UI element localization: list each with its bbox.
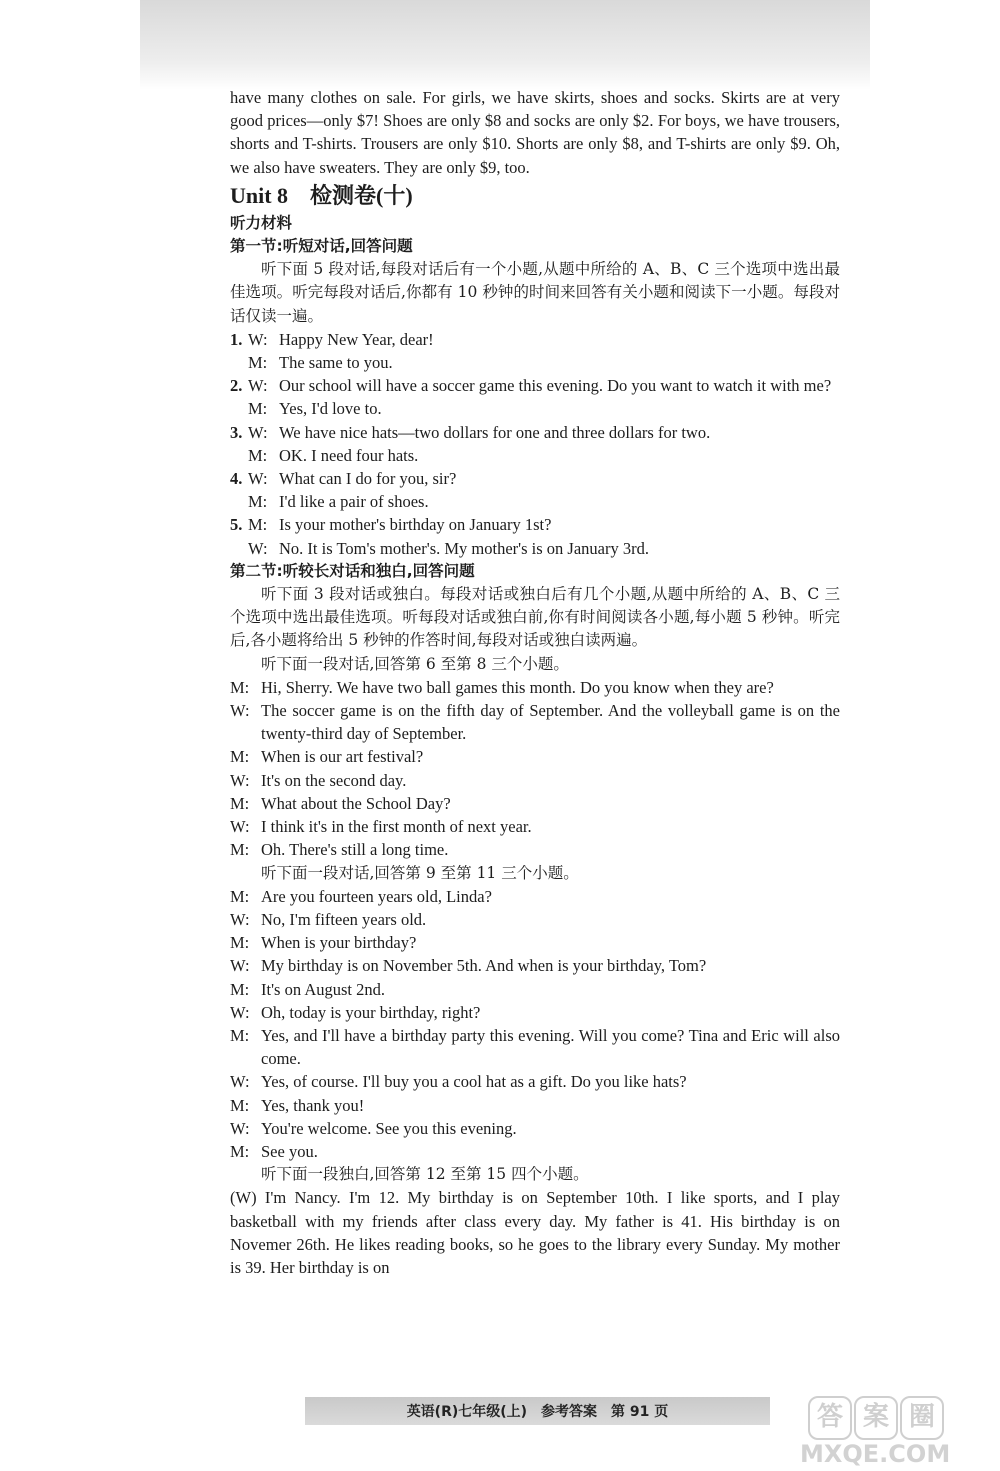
speaker-label: M: [248, 515, 268, 535]
dialogue-line [230, 351, 840, 374]
watermark-char: 答 [808, 1396, 852, 1440]
dialogue-text: Hi, Sherry. We have two ball games this month. Do you know when they are? [261, 677, 774, 697]
speaker-label: M: [248, 353, 268, 373]
dialogue-line [230, 699, 840, 745]
scan-shadow [140, 0, 870, 90]
dialogue-text: It's on August 2nd. [261, 979, 385, 999]
dialogue-line [230, 978, 840, 1001]
intro-paragraph [230, 86, 840, 179]
dialogue-text: Yes, I'd love to. [279, 399, 382, 419]
dialogue-text: My birthday is on November 5th. And when is your birthday, Tom? [261, 956, 707, 976]
speaker-label: W: [248, 376, 268, 396]
dialogue-line [230, 676, 840, 699]
speaker-label: W: [230, 1002, 250, 1022]
watermark-url: MXQE.COM [800, 1440, 951, 1468]
part2-heading: 第二节:听较长对话和独白,回答问题 [230, 561, 475, 580]
dialogue-line [230, 421, 840, 444]
dialogue-line [230, 490, 840, 513]
intro-text: have many clothes on sale. For girls, we have skirts, shoes and socks. Skirts are at very good prices—only $7! Shoes are only $8 and socks are only $2. For boys, we have trousers, shorts and T-shirts. Trousers are only $10. Shorts are only $8, and T-shirts are only $9. Oh, we also have sweaters. They are only $9, too. [230, 88, 840, 177]
dialogue-text: When is our art festival? [261, 747, 424, 767]
speaker-label: M: [230, 747, 250, 767]
dialogue-text: See you. [261, 1141, 318, 1161]
monologue-intro: 听下面一段独白,回答第 12 至第 15 四个小题。 [261, 1165, 589, 1184]
page-content [230, 86, 840, 1279]
part2-instruction: 听下面 3 段对话或独白。每段对话或独白后有几个小题,从题中所给的 A、B、C 三个选项中选出最佳选项。听每段对话或独白前,你有时间阅读各小题,每小题 5 秒钟。听完后,各小题将给出 5 秒钟的作答时间,每段对话或独白读两遍。 [230, 585, 840, 650]
watermark-char: 圈 [900, 1396, 944, 1440]
speaker-label: M: [230, 1095, 250, 1115]
dialogue-text: It's on the second day. [261, 770, 407, 790]
dialogue-text: What about the School Day? [261, 793, 451, 813]
dialogue-text: The soccer game is on the fifth day of September. And the volleyball game is on the twenty-third day of September. [261, 701, 840, 744]
dialogue-line [230, 328, 840, 351]
speaker-label: M: [248, 492, 268, 512]
dialog2-intro: 听下面一段对话,回答第 9 至第 11 三个小题。 [261, 863, 579, 882]
dialog1 [230, 676, 840, 862]
dialogue-line [230, 374, 840, 397]
part1-heading: 第一节:听短对话,回答问题 [230, 237, 413, 256]
dialogue-text: We have nice hats—two dollars for one and three dollars for two. [279, 422, 711, 442]
speaker-label: W: [230, 1118, 250, 1138]
speaker-label: M: [230, 793, 250, 813]
dialogue-line [230, 1117, 840, 1140]
speaker-label: M: [248, 445, 268, 465]
dialogue-line [230, 908, 840, 931]
watermark-char: 案 [854, 1396, 898, 1440]
dialogue-text: What can I do for you, sir? [279, 469, 457, 489]
dialogue-line [230, 931, 840, 954]
dialogue-line [230, 513, 840, 536]
section-label: 听力材料 [230, 213, 293, 232]
dialogue-line [230, 1094, 840, 1117]
dialogue-line [230, 467, 840, 490]
dialogue-text: Happy New Year, dear! [279, 329, 434, 349]
speaker-label: M: [230, 933, 250, 953]
dialogue-text: The same to you. [279, 353, 393, 373]
dialogue-line [230, 537, 840, 560]
speaker-label: W: [230, 817, 250, 837]
dialog2 [230, 885, 840, 1163]
dialogue-text: I'd like a pair of shoes. [279, 492, 429, 512]
speaker-label: M: [230, 1141, 250, 1161]
dialogue-line [230, 745, 840, 768]
dialogue-line [230, 815, 840, 838]
dialogue-text: When is your birthday? [261, 933, 417, 953]
dialogue-text: Oh. There's still a long time. [261, 840, 449, 860]
speaker-label: W: [230, 770, 250, 790]
dialogue-line [230, 792, 840, 815]
dialogue-line [230, 769, 840, 792]
item-number: 3. [230, 422, 243, 442]
dialog1-intro: 听下面一段对话,回答第 6 至第 8 三个小题。 [261, 654, 569, 673]
dialogue-text: Is your mother's birthday on January 1st? [279, 515, 552, 535]
dialogue-text: Our school will have a soccer game this evening. Do you want to watch it with me? [279, 376, 832, 396]
dialogue-text: OK. I need four hats. [279, 445, 419, 465]
unit-title: Unit 8 检测卷(十) [230, 182, 413, 208]
watermark-logo [808, 1398, 983, 1438]
dialogue-line [230, 1070, 840, 1093]
dialogue-line [230, 885, 840, 908]
item-number: 1. [230, 329, 243, 349]
dialogue-line [230, 954, 840, 977]
dialogue-line [230, 444, 840, 467]
dialogue-text: Yes, of course. I'll buy you a cool hat as a gift. Do you like hats? [261, 1072, 687, 1092]
dialogue-text: Are you fourteen years old, Linda? [261, 886, 492, 906]
dialogue-text: Yes, and I'll have a birthday party this evening. Will you come? Tina and Eric will also come. [261, 1025, 840, 1069]
speaker-label: W: [230, 956, 250, 976]
dialogue-text: Oh, today is your birthday, right? [261, 1002, 481, 1022]
dialogue-text: No. It is Tom's mother's. My mother's is on January 3rd. [279, 538, 649, 558]
item-number: 5. [230, 515, 243, 535]
dialogue-text: I think it's in the first month of next year. [261, 817, 532, 837]
speaker-label: W: [248, 422, 268, 442]
speaker-label: W: [230, 909, 250, 929]
monologue-text: (W) I'm Nancy. I'm 12. My birthday is on September 10th. I like sports, and I play basketball with my friends after class every day. My father is 41. His birthday is on Novemer 26th. He likes reading books, so he goes to the library every Sunday. My mother is 39. Her birthday is on [230, 1188, 840, 1277]
speaker-label: W: [248, 469, 268, 489]
speaker-label: M: [230, 979, 250, 999]
item-number: 2. [230, 376, 243, 396]
dialogue-line [230, 397, 840, 420]
dialogue-line [230, 1001, 840, 1024]
item-number: 4. [230, 469, 243, 489]
part1-instruction: 听下面 5 段对话,每段对话后有一个小题,从题中所给的 A、B、C 三个选项中选出最佳选项。听完每段对话后,你都有 10 秒钟的时间来回答有关小题和阅读下一小题。每段对话仅读一遍。 [230, 260, 840, 325]
speaker-label: M: [230, 886, 250, 906]
speaker-label: W: [230, 701, 250, 721]
speaker-label: W: [230, 1072, 250, 1092]
speaker-label: M: [230, 1025, 250, 1045]
dialogue-line [230, 1140, 840, 1163]
speaker-label: W: [248, 329, 268, 349]
speaker-label: M: [230, 840, 250, 860]
dialogue-line [230, 1024, 840, 1070]
page-footer: 英语(R)七年级(上) 参考答案 第 91 页 [305, 1397, 770, 1425]
part1-dialogues [230, 328, 840, 560]
dialogue-text: No, I'm fifteen years old. [261, 909, 427, 929]
speaker-label: M: [248, 399, 268, 419]
speaker-label: M: [230, 677, 250, 697]
dialogue-line [230, 838, 840, 861]
speaker-label: W: [248, 538, 268, 558]
dialogue-text: Yes, thank you! [261, 1095, 365, 1115]
dialogue-text: You're welcome. See you this evening. [261, 1118, 517, 1138]
